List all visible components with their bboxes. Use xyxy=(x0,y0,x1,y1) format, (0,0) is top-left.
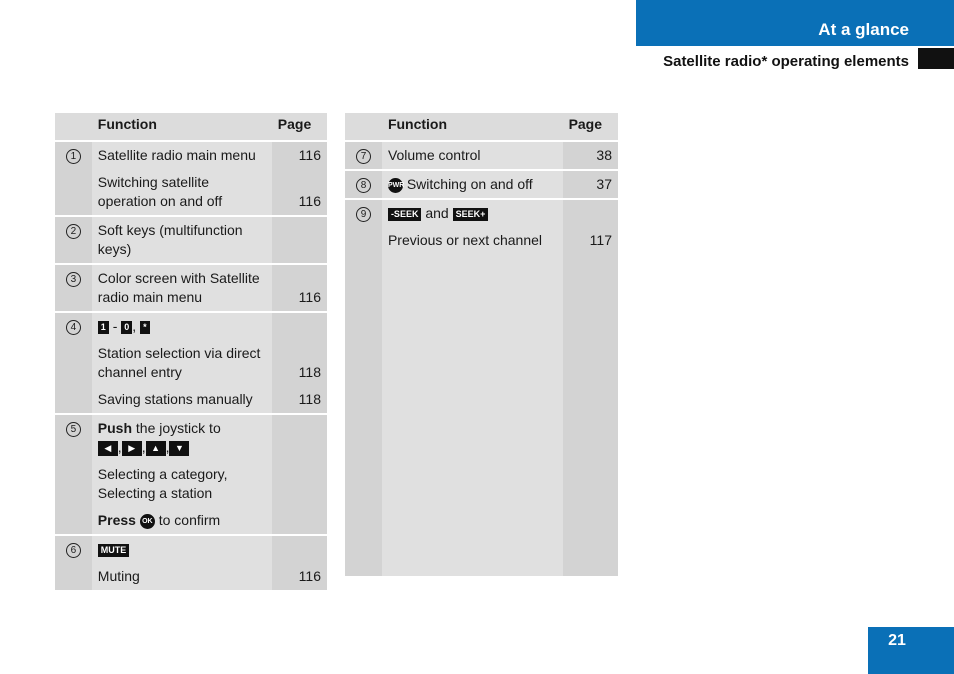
page-ref: 116 xyxy=(298,568,321,584)
item-number: 6 xyxy=(66,543,81,558)
key-1-icon: 1 xyxy=(98,321,109,334)
page-ref: 117 xyxy=(589,232,612,248)
page-ref: 38 xyxy=(596,147,612,163)
page-number: 21 xyxy=(888,632,906,649)
function-text: Muting xyxy=(97,568,140,584)
table-row: 5 Push the joystick to ◀ , ▶ , ▲ , ▼ Selecting a category, Selecting a station Press OK to confirm xyxy=(55,414,327,535)
page-column-header: Page xyxy=(563,113,618,141)
function-text: Volume control xyxy=(387,147,481,163)
ok-button-icon: OK xyxy=(140,514,155,529)
item-number: 8 xyxy=(356,178,371,193)
page-ref: 116 xyxy=(298,289,321,305)
table-row xyxy=(345,199,618,577)
function-text: Station selection via direct channel entry xyxy=(97,345,261,380)
separator: , xyxy=(132,318,137,334)
page-ref: 118 xyxy=(298,364,321,380)
item-number: 5 xyxy=(66,422,81,437)
number-column-header xyxy=(55,113,92,141)
function-column-header: Function xyxy=(382,113,563,141)
arrow-left-icon: ◀ xyxy=(98,441,118,456)
function-text: to confirm xyxy=(158,512,221,528)
table-row xyxy=(345,170,618,199)
function-text: Switching satellite operation on and off xyxy=(97,174,223,209)
function-text: the joystick to xyxy=(135,420,221,436)
table-row xyxy=(55,264,327,312)
table-row xyxy=(55,312,327,414)
bold-push: Push xyxy=(97,420,133,436)
page-ref: 118 xyxy=(298,391,321,407)
seek-minus-key-icon: -SEEK xyxy=(388,208,422,221)
arrow-right-icon: ▶ xyxy=(122,441,142,456)
table-row xyxy=(55,535,327,591)
key-0-icon: 0 xyxy=(121,321,132,334)
function-column-header: Function xyxy=(92,113,272,141)
function-text: Switching on and off xyxy=(406,176,533,192)
power-button-icon: PWR xyxy=(388,178,403,193)
table-row xyxy=(55,141,327,216)
function-text: Saving stations manually xyxy=(97,391,253,407)
seek-plus-key-icon: SEEK+ xyxy=(453,208,489,221)
item-number: 1 xyxy=(66,149,81,164)
item-number: 3 xyxy=(66,272,81,287)
page-column-header: Page xyxy=(272,113,327,141)
function-text: Soft keys (multifunction keys) xyxy=(97,222,243,257)
page-ref: 116 xyxy=(298,147,321,163)
key-star-icon: * xyxy=(140,321,150,334)
function-text: Color screen with Satellite radio main menu xyxy=(97,270,260,305)
bold-press: Press xyxy=(97,512,136,528)
left-function-table xyxy=(55,113,327,592)
table-row xyxy=(55,216,327,264)
arrow-down-icon: ▼ xyxy=(169,441,189,456)
mute-key-icon: MUTE xyxy=(98,544,130,557)
separator: - xyxy=(112,318,118,334)
page-subtitle: Satellite radio* operating elements xyxy=(663,53,909,70)
table-row xyxy=(345,141,618,170)
function-text: Selecting a category, Selecting a station xyxy=(97,466,228,501)
right-function-table xyxy=(345,113,618,578)
arrow-up-icon: ▲ xyxy=(146,441,166,456)
item-number: 9 xyxy=(356,207,371,222)
page-ref: 37 xyxy=(596,176,612,192)
page-ref: 116 xyxy=(298,193,321,209)
item-number: 4 xyxy=(66,320,81,335)
item-number: 2 xyxy=(66,224,81,239)
function-text: Satellite radio main menu xyxy=(97,147,256,163)
function-text: and xyxy=(425,205,449,221)
section-title: At a glance xyxy=(818,20,909,39)
item-number: 7 xyxy=(356,149,371,164)
black-tab-marker xyxy=(918,48,954,69)
function-text: Previous or next channel xyxy=(387,232,543,248)
number-column-header xyxy=(345,113,382,141)
